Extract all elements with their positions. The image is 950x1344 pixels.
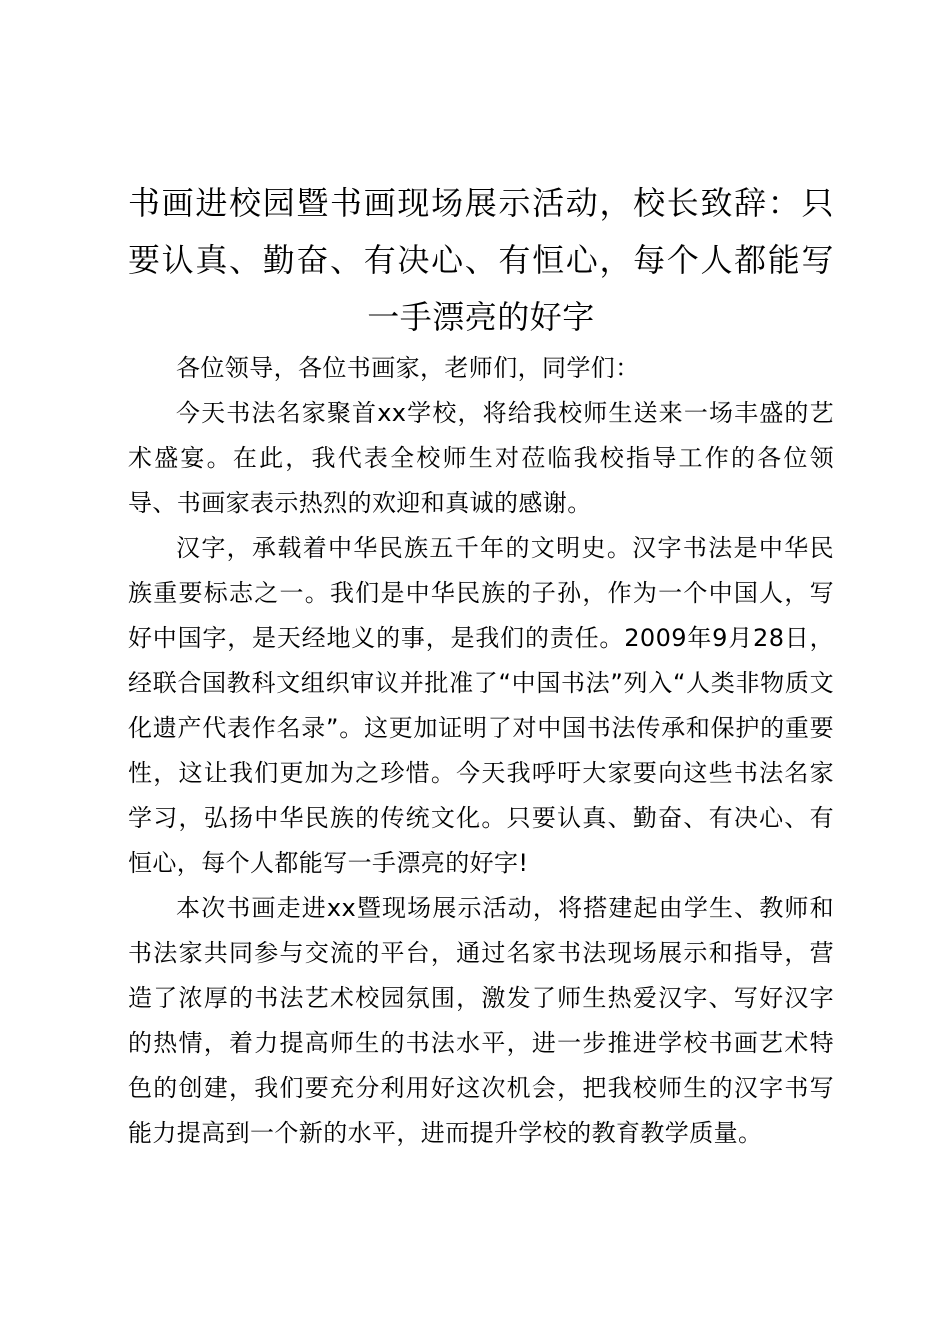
- document-page: [128, 175, 834, 1156]
- document-body: [128, 346, 834, 1156]
- body-paragraph: 今天书法名家聚首xx学校，将给我校师生送来一场丰盛的艺术盛宴。在此，我代表全校师生对莅临我校指导工作的各位领导、书画家表示热烈的欢迎和真诚的感谢。: [128, 399, 834, 517]
- body-paragraph: 本次书画走进xx暨现场展示活动，将搭建起由学生、教师和书法家共同参与交流的平台，通过名家书法现场展示和指导，营造了浓厚的书法艺术校园氛围，激发了师生热爱汉字、写好汉字的热情，着力提高师生的书法水平，进一步推进学校书画艺术特色的创建，我们要充分利用好这次机会，把我校师生的汉字书写能力提高到一个新的水平，进而提升学校的教育教学质量。: [128, 894, 834, 1147]
- body-paragraph: 汉字，承载着中华民族五千年的文明史。汉字书法是中华民族重要标志之一。我们是中华民族的子孙，作为一个中国人，写好中国字，是天经地义的事，是我们的责任。2009年9月28日，经联合国教科文组织审议并批准了“中国书法”列入“人类非物质文化遗产代表作名录”。这更加证明了对中国书法传承和保护的重要性，这让我们更加为之珍惜。今天我呼吁大家要向这些书法名家学习，弘扬中华民族的传统文化。只要认真、勤奋、有决心、有恒心，每个人都能写一手漂亮的好字!: [128, 534, 834, 877]
- salutation-paragraph: 各位领导，各位书画家，老师们，同学们：: [176, 354, 640, 382]
- document-title: 书画进校园暨书画现场展示活动，校长致辞：只要认真、勤奋、有决心、有恒心，每个人都能写一手漂亮的好字: [128, 184, 834, 336]
